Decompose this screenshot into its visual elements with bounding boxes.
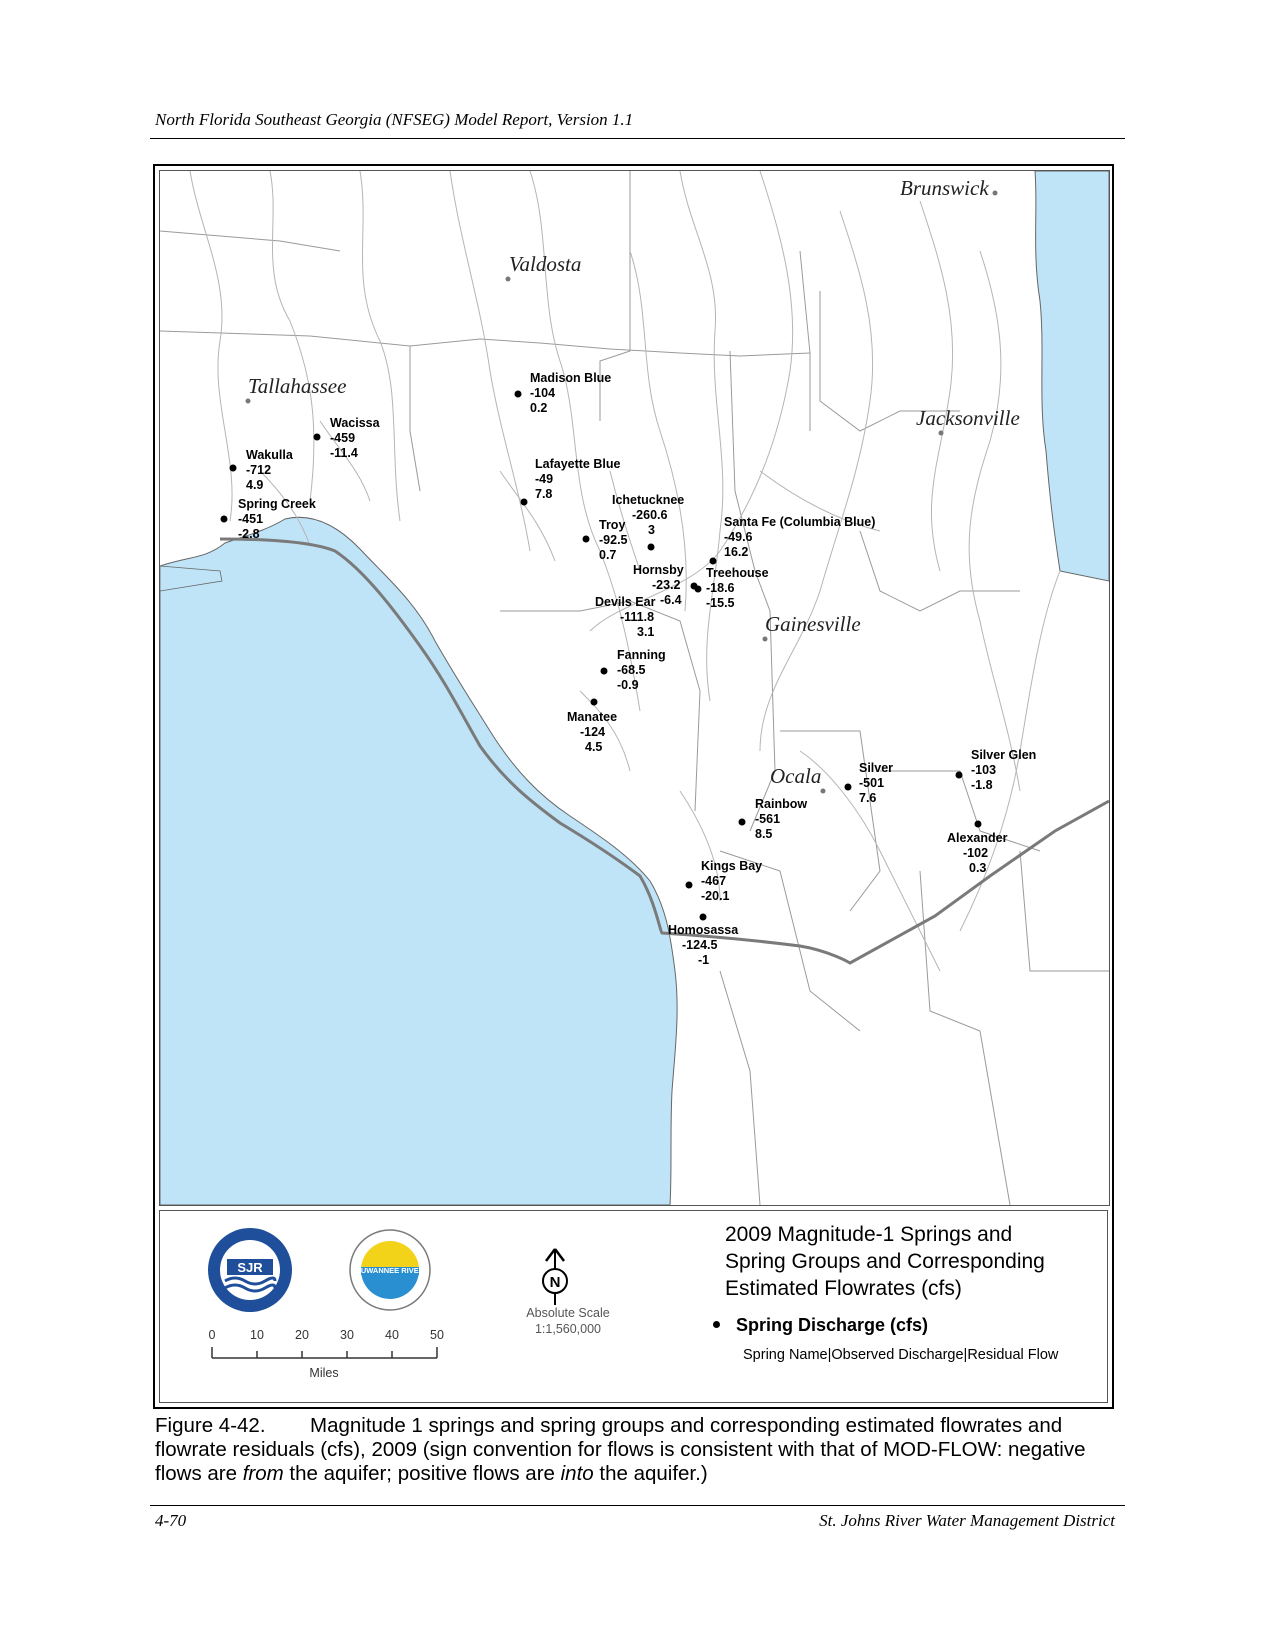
footer-org: St. Johns River Water Management District xyxy=(819,1511,1115,1530)
map-canvas xyxy=(160,171,1109,1205)
spring-name: Spring Creek xyxy=(238,497,316,511)
city-brunswick: Brunswick xyxy=(900,176,989,200)
spring-residual: -0.9 xyxy=(617,678,639,692)
map-legend xyxy=(159,1210,1108,1403)
spring-observed: -92.5 xyxy=(599,533,628,547)
legend-symbol-label: Spring Discharge (cfs) xyxy=(736,1315,929,1335)
spring-dot-icon xyxy=(713,1321,720,1328)
sjr-logo-text: SJR xyxy=(237,1260,263,1275)
absolute-scale xyxy=(508,1305,628,1337)
spring-name: Alexander xyxy=(947,831,1008,845)
report-header: North Florida Southeast Georgia (NFSEG) Model Report, Version 1.1 xyxy=(155,110,634,129)
spring-residual: -2.8 xyxy=(238,527,260,541)
spring-name: Silver xyxy=(859,761,894,775)
spring-observed: -103 xyxy=(971,763,997,777)
header-rule xyxy=(150,138,1125,139)
scale-unit: Miles xyxy=(309,1366,339,1380)
spring-observed: -459 xyxy=(330,431,356,445)
city-valdosta: Valdosta xyxy=(509,252,582,276)
spring-residual: 3 xyxy=(648,523,655,537)
spring-residual: 8.5 xyxy=(755,827,773,841)
city-jacksonville: Jacksonville xyxy=(916,406,1020,430)
spring-residual: -11.4 xyxy=(330,446,358,460)
srwmd-logo-text: SUWANNEE RIVER xyxy=(355,1266,425,1275)
spring-observed: -49 xyxy=(535,472,554,486)
spring-name: Madison Blue xyxy=(530,371,612,385)
caption-text-a: Magnitude 1 springs and spring groups and corresponding estimated flowrates and flowrate residuals (cfs), 2009 (sign convention for flows is consistent with that of MOD-FLOW: negative flows are xyxy=(155,1414,1086,1485)
spring-name: Manatee xyxy=(567,710,618,724)
spring-name: Wacissa xyxy=(330,416,380,430)
scale-tick-label: 10 xyxy=(250,1328,264,1342)
gulf-of-mexico xyxy=(160,517,677,1205)
legend-title xyxy=(725,1221,1095,1302)
legend-symbol-sub: Spring Name|Observed Discharge|Residual Flow xyxy=(743,1347,1059,1363)
spring-residual: 16.2 xyxy=(724,545,749,559)
spring-name: Silver Glen xyxy=(971,748,1037,762)
north-label: N xyxy=(549,1274,561,1291)
north-arrow-icon xyxy=(538,1247,572,1307)
spring-observed: -260.6 xyxy=(632,508,668,522)
spring-name: Rainbow xyxy=(755,797,808,811)
spring-observed: -111.8 xyxy=(620,610,655,624)
spring-name: Ichetucknee xyxy=(612,493,685,507)
spring-name: Hornsby xyxy=(633,563,684,577)
spring-name: Fanning xyxy=(617,648,666,662)
legend-title-line: Estimated Flowrates (cfs) xyxy=(725,1277,962,1300)
scale-bar xyxy=(198,1325,458,1385)
footer-rule xyxy=(150,1505,1125,1506)
spring-name: Wakulla xyxy=(246,448,293,462)
spring-residual: 7.8 xyxy=(535,487,553,501)
city-gainesville: Gainesville xyxy=(765,612,861,636)
spring-observed: -18.6 xyxy=(706,581,735,595)
spring-residual: 0.2 xyxy=(530,401,548,415)
spring-residual: 7.6 xyxy=(859,791,877,805)
scale-title: Absolute Scale xyxy=(526,1306,610,1320)
map-panel xyxy=(159,170,1110,1206)
spring-residual: -15.5 xyxy=(706,596,735,610)
atlantic-ocean xyxy=(1035,171,1109,581)
spring-name: Troy xyxy=(599,518,626,532)
spring-observed: -68.5 xyxy=(617,663,646,677)
caption-text-c: the aquifer.) xyxy=(593,1462,708,1485)
srwmd-logo xyxy=(349,1229,431,1311)
spring-observed: -104 xyxy=(530,386,556,400)
legend-title-line: Spring Groups and Corresponding xyxy=(725,1250,1045,1273)
caption-em-from: from xyxy=(242,1462,284,1485)
city-tallahassee: Tallahassee xyxy=(248,374,347,398)
scale-tick-label: 0 xyxy=(208,1328,216,1342)
legend-symbol xyxy=(713,1315,928,1336)
scale-tick-label: 50 xyxy=(430,1328,444,1342)
spring-residual: 3.1 xyxy=(637,625,655,639)
spring-name: Santa Fe (Columbia Blue) xyxy=(724,515,876,529)
spring-name: Devils Ear xyxy=(595,595,656,609)
caption-em-into: into xyxy=(560,1462,594,1485)
scale-tick-label: 20 xyxy=(295,1328,309,1342)
city-ocala: Ocala xyxy=(770,764,822,788)
spring-residual: -1 xyxy=(698,953,710,967)
spring-residual: -1.8 xyxy=(971,778,993,792)
spring-name: Homosassa xyxy=(668,923,739,937)
spring-observed: -124.5 xyxy=(682,938,718,952)
spring-observed: -49.6 xyxy=(724,530,753,544)
spring-residual: 0.3 xyxy=(969,861,987,875)
page-number: 4-70 xyxy=(155,1511,187,1530)
spring-residual: -6.4 xyxy=(660,593,682,607)
spring-residual: -20.1 xyxy=(701,889,730,903)
figure-caption xyxy=(155,1414,1115,1486)
scale-tick-label: 30 xyxy=(340,1328,354,1342)
spring-residual: 4.5 xyxy=(585,740,603,754)
caption-text-b: the aquifer; positive flows are xyxy=(283,1462,561,1485)
scale-value: 1:1,560,000 xyxy=(534,1322,602,1336)
spring-observed: -124 xyxy=(580,725,606,739)
spring-residual: 0.7 xyxy=(599,548,617,562)
spring-observed: -712 xyxy=(246,463,272,477)
spring-observed: -501 xyxy=(859,776,885,790)
spring-residual: 4.9 xyxy=(246,478,264,492)
spring-observed: -451 xyxy=(238,512,264,526)
sjrwmd-logo xyxy=(207,1227,293,1313)
legend-title-line: 2009 Magnitude-1 Springs and xyxy=(725,1223,1013,1246)
spring-name: Lafayette Blue xyxy=(535,457,621,471)
scale-tick-label: 40 xyxy=(385,1328,399,1342)
spring-observed: -23.2 xyxy=(652,578,681,592)
figure-number: Figure 4-42. xyxy=(155,1414,266,1437)
spring-observed: -102 xyxy=(963,846,989,860)
spring-observed: -561 xyxy=(755,812,781,826)
spring-observed: -467 xyxy=(701,874,727,888)
spring-name: Treehouse xyxy=(706,566,769,580)
spring-name: Kings Bay xyxy=(701,859,763,873)
